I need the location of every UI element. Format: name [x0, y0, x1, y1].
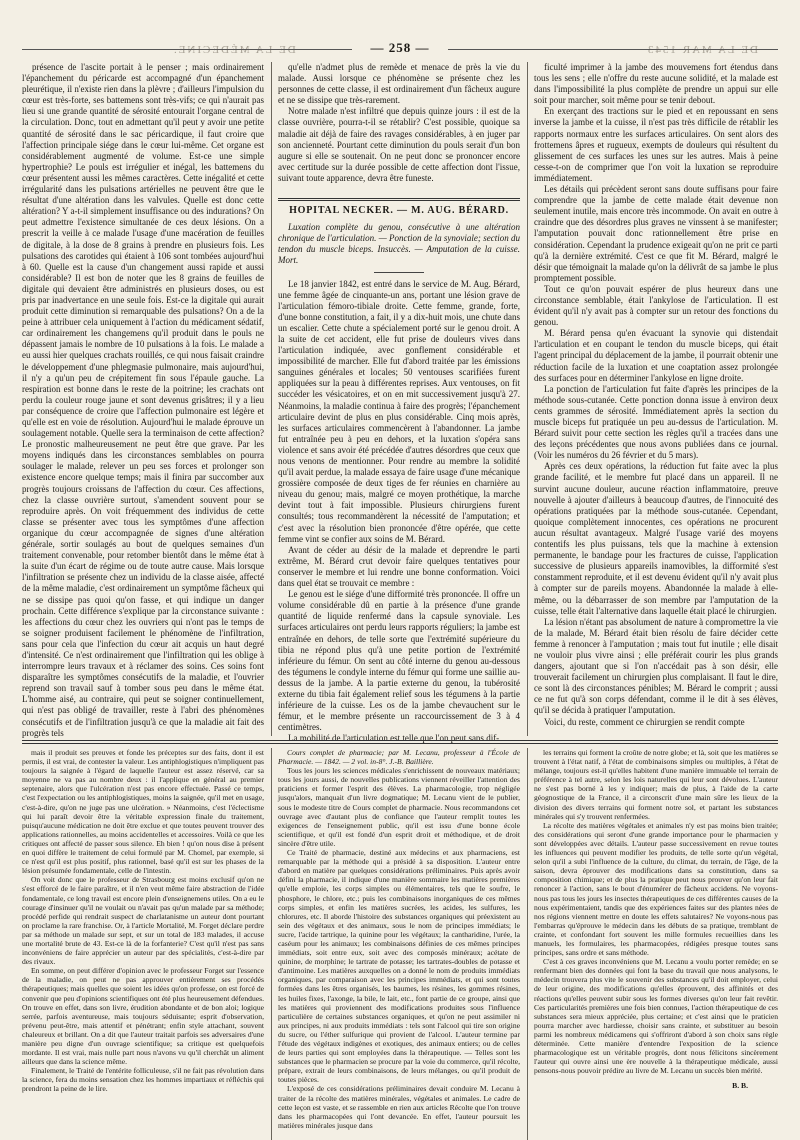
page-number: — 258 — — [370, 40, 430, 55]
paragraph: On voit donc que le professeur de Strasbourg est moins exclusif qu'on ne s'est efforcé de le faire paraître, et il n'en veut même faire abstraction de l'idée fondamentale, ce long travail est encore plein d'enseignemens utiles. On a eu le courage d'insinuer qu'il ne voulait ou n'avait pas qu'un malade par sa méthode; procédé perfide qui rendrait suspect de charlatanisme un auteur dont pourtant on proclame la rare franchise. Or, à l'article Mortalité, M. Forget déclare perdre par sa méthode un malade sur sept, et sur un total de 183 malades, il accuse une mortalité brute de 43. Est-ce là de la forfanterie? C'est qu'il n'est pas sans inconvéniens de faire apprécier un auteur par des spécialités, c'est-à-dire par des rivaux. — [22, 875, 264, 967]
column-divider — [271, 62, 272, 736]
paragraph: La récolte des matières végétales et animales n'y est pas moins bien traitée; des considérations qui seront d'une grande importance pour le pharmacien y sont développées avec détails. L'auteur passe successivement en revue toutes les influences qui peuvent modifier les produits, de telle sorte qu'un végétal, selon qu'il a subi l'influence de la culture, du climat, du terrain, de l'âge, de la saison, devra éprouver des modifications dans sa constitution, dans sa composition chimique; et de plus la pratique peut nous prouver qu'on leur fait renoncer à l'action, sans le bout d'énumérer de fâcheux accidens. Ne voyons-nous pas tous les jours les insectes thérapeutiques de ces différentes causes de la nous expérimentaient, tandis que des expériences faites sur des plantes nées de nos régions viennent mettre en doute les effets salutaires? Ne voyons-nous pas l'embarras qu'éprouve le médecin dans les débuts de sa pratique, tremblant de crainte, et confondant fort souvent les mille formules recueillies dans les manuels, les formulaires, les pharmacopées, rédigées presque toutes sans principes, sans ordre et sans méthode. — [534, 820, 778, 958]
paragraph: qu'elle n'admet plus de remède et menace de près la vie du malade. Aussi lorsque ce phénomène se présente chez les personnes de cette classe, il est ordinairement d'un fâcheux augure et ne se dissipe que très-rarement. — [278, 62, 520, 106]
paragraph: Ce Traité de pharmacie, destiné aux médecins et aux pharmaciens, est remarquable par la méthode qui a présidé à sa disposition. L'auteur entre d'abord en matière par quelques considérations préliminaires. Puis après avoir défini la pharmacie, il indique d'une manière sommaire les matières premières qu'elle emploie, les corps simples ou élémentaires, tels que le soufre, le phosphore, le chlore, etc.; puis les combinaisons inorganiques de ces mêmes corps simples, et enfin les matières sucrées, les acides, les sulfures, les chlorures, etc. Il aborde l'histoire des substances organiques qui préexistent au sein des végétaux et des animaux, sous le nom de principes immédiats; le sucre, l'acide tartrique, la quinine pour les végétaux; la cantharidine, l'urée, la caséum pour les animaux; les combinaisons définies de ces mêmes principes immédiats, soit entre eux, soit avec des composés minéraux; acétate de quinine, de morphine; le tartrate de potasse; les tartrates-doubles de potasse et d'antimoine. Les matières auxquelles on a donné le nom de produits immédiats organiques, par comparaison avec les principes immédiats, et qui sont toutes formées dans les êtres organisés, les baumes, les résines, les gommes résines, les huiles fixes, l'axonge, la bile, le lait, etc., font partie de ce groupe, ainsi que les matières qui proviennent des modifications produites sous l'influence particulière de certaines substances organiques, et qu'on ne peut assimiler ni aux principes, ni aux produits immédiats : tels sont l'alcool qui tire son origine du sucre, ou l'éther sulfurique qui provient de l'alcool. L'auteur termine par l'étude des végétaux indigènes et exotiques, des animaux entiers; ou de celles de leurs parties qui sont employées dans la thérapeutique. — Telles sont les substances que le pharmacien se procure par la voie du commerce, qu'il récolte, prépare, extrait de leurs combinaisons, de leurs mélanges, ou qu'il produit de toutes pièces. — [278, 848, 520, 1085]
paragraph: Tout ce qu'on pouvait espérer de plus heureux dans une circonstance semblable, était l'ankylose de l'articulation. Il est évident qu'il n'y avait pas à compter sur un retour des fonctions du genou. — [534, 283, 778, 328]
paragraph: présence de l'ascite portait à le penser ; mais ordinairement l'épanchement du péricarde est accompagné d'un épanchement pleurétique, il n'existe rien dans la plèvre ; d'ailleurs l'impulsion du cœur est très-forte, ses battemens sont très-vifs; ce qui n'aurait pas lieu si une grande quantité de sérosité entourait l'organe central de la circulation. Donc, tout en admettant qu'il peut y avoir une petite quantité de sérosité dans le sac péricardique, il faut croire que l'affection principale siége dans le cœur lui-même. Cet organe est considérablement augmenté de volume. Est-ce une simple hypertrophie? Le pouls est irrégulier et inégal, les battemens du cœur présentent aussi les mêmes caractères. Cette inégalité et cette irrégularité dans les pulsations artérielles ne peuvent être que le résultat d'une altération dans les valvules. Quelle est donc cette altération? Y a-t-il simplement insuffisance ou des indurations? On peut admettre l'existence simultanée de ces deux lésions. On a prescrit la veille à ce malade l'usage d'une macération de feuilles de digitale, à la dose de 8 grains à prendre en plusieurs fois. Les pulsations des carotides qui étaient à 106 sont tombées aujourd'hui à 60. Quelle est la cause d'un changement aussi rapide et aussi considérable? Il est bon de noter que les 8 grains de feuilles de digitale qui devaient être administrés en plusieurs doses, ou est pris par inadvertance en une seule fois. Est-ce la digitale qui aurait produit cette diminution si remarquable des pulsations? On a de la peine à attribuer cela uniquement à l'action du médicament sédatif, car ordinairement les changemens qu'il produit dans le pouls ne dépassent jamais le nombre de 10 pulsations à la fois. Le malade a eu aussi hier quelques crachats rouillés, ce qui nous faisait craindre le développement d'une phlegmasie pulmonaire, mais aujourd'hui, il n'y a qu'un peu de crépitement fin sous l'épaule gauche. La respiration est bonne dans le reste de la poitrine; les crachats ont perdu la couleur rouge jaune et sont devenus grisâtres; il y a lieu par conséquence de croire que l'affection pulmonaire est légère et qu'elle est en voie de résolution. Aujourd'hui le malade éprouve un soulagement notable. Quelle sera la terminaison de cette affection? Le pronostic malheureusement ne peut être que grave. Par les moyens indiqués dans les circonstances semblables on pourra soulager le malade, relever un peu ses forces et prolonger son existence encore quelque temps; mais il finira par succomber aux progrès toujours croissans de l'affection du cœur. Ces affections, chez la classe ouvrière surtout, s'amendent souvent pour se reproduire après. On voit fréquemment des individus de cette classe se présenter avec tous les symptômes d'une affection organique du cœur accompagnée de signes d'une altération générale, sortir soulagés au bout de quelques semaines d'un traitement convenable, pour retomber bientôt dans le même état à la suite d'un écart de régime ou de toute autre cause. Mais lorsque l'infiltration se présente chez un individu de la classe aisée, affecté de la même maladie, c'est ordinairement un symptôme fâcheux qui ne se dissipe pas quoi qu'on fasse, et qui indique un danger prochain. Cette différence s'explique par la circonstance suivante : les affections du cœur chez les ouvriers qui n'ont pas le temps de se soigner produisent facilement le phénomène de l'infiltration, sans pour cela que l'infection du cœur ait acquis un haut degré d'intensité. Ce n'est ordinairement que l'infiltration qui les oblige à interrompre leurs travaux et à réclamer des soins. Ces soins font disparaître les symptômes consécutifs de la maladie, et l'ouvrier reprend son travail sauf à tomber sous peu dans le même état. L'homme aisé, au contraire, qui peut se soigner continuellement, qui n'est pas obligé de travailler, reste à l'abri des phénomènes consécutifs et de l'infiltration jusqu'à ce que la maladie ait fait des progrès tels — [22, 62, 264, 738]
header-rule-right — [448, 49, 778, 50]
paragraph: Après ces deux opérations, la réduction fut faite avec la plus grande facilité, et le membre fut placé dans un appareil. Il ne survint aucune douleur, aucune réaction inflammatoire, preuve nouvelle à ajouter d'ailleurs à beaucoup d'autres, de l'innocuité des opérations pratiquées par la méthode sous-cutanée. Cependant, quoique complètement innocentes, ces opérations ne procurent aucun résultat avantageux. Malgré l'usage varié des moyens contentifs les plus puissans, tels que la machine à extension permanente, le bandage pour les fractures de cuisse, l'application successive de plusieurs appareils inamovibles, la difformité s'est constamment reproduite, et il est devenu évident qu'il n'y avait plus à compter sur de pareils moyens. Abandonnée la malade à elle-même, ou la débarrasser de son membre par l'amputation de la cuisse, telle était l'alternative dans laquelle était placé le chirurgien. — [534, 461, 778, 616]
feuilleton-rule — [22, 740, 778, 741]
paragraph: Tous les jours les sciences médicales s'enrichissent de nouveaux matériaux; tous les jours aussi, de nouvelles publications viennent réveiller l'attention des praticiens et former l'esprit des élèves. La pharmacologie, trop négligée jusqu'alors, manquait d'un livre dogmatique; M. Lecanu vient de le publier, sous le modeste titre de Cours complet de pharmacie. Nous recommandons cet ouvrage avec d'autant plus de confiance que l'auteur remplit toutes les exigences de l'enseignement public, qu'il est issu d'une bonne école scientifique, et qu'il est fondé d'un esprit droit et méthodique, et de droit sincère d'être utile. — [278, 766, 520, 848]
paragraph: En somme, on peut différer d'opinion avec le professeur Forget sur l'essence de la maladie, on peut ne pas approuver entièrement ses procédés thérapeutiques; mais quelles que soient les idées qu'on professe, on est forcé de convenir que peu d'opinions scientifiques ont été plus heureusement défendues. On trouve en effet, dans son livre, érudition abondante et de bon aloi; logique serrée, parfois aventureuse, mais toujours séduisante; esprit d'observation, prévenu peut-être, mais attentif et pénétrant; enfin style attachant, souvent chaleureux et brillant. On a dit que l'auteur traitait parfois ses adversaires d'une manière peu digne d'un ouvrage scientifique; sa critique est quelquefois mordante. Il est vrai, mais nulle part nous n'avons vu qu'il cherchât un aliment ailleurs que dans la science même. — [22, 966, 264, 1067]
column-3 — [534, 62, 778, 736]
lower-column-1 — [22, 748, 264, 1140]
paragraph: La ponction de l'articulation fut faite d'après les principes de la méthode sous-cutanée. Cette ponction donna issue à environ deux cents grammes de sérosité. Immédiatement après la section du muscle biceps fut pratiquée un peu au-dessus de l'articulation. M. Bérard suivit pour cette section les règles qu'il a tracées dans une des leçons précédentes que nous avons publiées dans ce journal. (Voir les numéros du 26 février et du 5 mars). — [534, 383, 778, 461]
paragraph: C'est à ces graves inconvéniens que M. Lecanu a voulu porter remède; en se renfermant bien des données qui font la base du travail que nous analysons, le médecin trouvera plus vite le souvenir des substances qu'il doit employer, celui de leur origine, des modifications qu'elles éprouvent, des affinités et des réactions qu'elles peuvent subir sous les formes diverses qu'on leur fait revêtir. Ces particularités premières une fois bien connues, l'action thérapeutique de ces substances sera mieux appréciée, plus certaine; et c'est ainsi que le praticien pourra marcher avec hardiesse, choisir sans crainte, et substituer au besoin parmi les nombreux médicamens qui s'offriront d'abord à son choix sans règle déterminée. Cette manière d'entendre l'exposition de la science pharmacologique est un véritable progrès, dont nous félicitons sincèrement l'auteur qui ouvre ainsi une ère nouvelle à la thérapeutique médicale, aussi pensons-nous pouvoir prédire au livre de M. Lecanu un succès bien mérité. — [534, 957, 778, 1076]
column-1 — [22, 62, 264, 736]
bleed-through-text-left: DE LA MÉDECINE. — [172, 44, 296, 56]
paragraph: ficulté imprimer à la jambe des mouvemens fort étendus dans tous les sens ; elle n'offre du reste aucune solidité, et la malade est dans l'impossibilité la plus complète de prendre un appui sur elle soit pour marcher, soit même pour se tenir debout. — [534, 62, 778, 106]
upper-section — [22, 62, 778, 744]
column-divider — [527, 748, 528, 1140]
paragraph: mais il produit ses preuves et fonde les préceptes sur des faits, dont il est permis, il est vrai, de contester la valeur. Les antiphlogistiques n'impliquent pas toujours la saignée à l'égard de laquelle l'auteur est assez réservé, car sa moyenne ne va pas au nombre deux : il l'applique en général au premier septenaire, alors que l'ulcération n'est pas encore effectuée. Passé ce temps, c'est l'expectation ou les antiphlogistiques, moins la saignée, qu'il met en usage, c'est-à-dire, qu'on ne juge pas une ulcération. » Néanmoins, c'est l'éclectisme qui lui paraît devoir être la véritable expression finale du traitement, puisqu'aucune médication ne doit être exclue et que toutes peuvent trouver des applications rationnelles, au moins accidentelles et accessoires. Voilà ce que les critiques ont affecté de passer sous silence. Eh bien ! qu'on nous dise à présent en quoi diffère le traitement de celui formulé par M. Chomel, par exemple, si ce n'est qu'il est plus positif, plus rationnel, basé qu'il est sur les phases de la lésion présumée fondamentale, celle de l'intestin. — [22, 748, 264, 876]
paragraph: Le 18 janvier 1842, est entré dans le service de M. Aug. Bérard, une femme âgée de cinquante-un ans, portant une lésion grave de l'articulation fémoro-tibiale droite. Cette femme, grande, forte, d'une bonne constitution, a fait, il y a dix-huit mois, une chute dans un escalier. Cette chute a spécialement porté sur le genou droit. A la suite de cet accident, elle fut prise de douleurs vives dans l'articulation indiquée, avec gonflement considérable et impossibilité de marcher. Elle fut d'abord traitée par les émissions sanguines générales et locales; 50 ventouses scarifiées furent appliquées sur la peau à différentes reprises. Aux ventouses, on fit succéder les vésicatoires, et on en mit successivement jusqu'à 27. Néanmoins, la maladie continua à faire des progrès; l'épanchement articulaire devint de plus en plus considérable. Cinq mois après, les surfaces articulaires commencèrent à l'abandonner. La jambe fut entraînée peu à peu en dehors, et la luxation s'opéra sans violence et sans avoir été précédée d'autres désordres que ceux que nous venons de mentionner. Pour rendre au membre la solidité qu'il avait perdue, la malade essaya de faire usage d'une mécanique grossière composée de deux tiges de fer réunies en charnière au niveau du genou; mais, malgré ce moyen prothétique, la marche devint tout à fait impossible. Plusieurs chirurgiens furent consultés; tous recommandèrent la nécessité de l'amputation; et c'est avec la résolution bien prononcée d'être opérée, que cette femme vint se confier aux soins de M. Bérard. — [278, 278, 520, 544]
paragraph: M. Bérard pensa qu'en évacuant la synovie qui distendait l'articulation et en coupant le tendon du muscle biceps, qui était l'agent principal du déplacement de la jambe, il pourrait obtenir une réduction facile de la luxation et une coaptation assez prolongée des surfaces pour en déterminer l'ankylose en ligne droite. — [534, 328, 778, 383]
paragraph: Avant de céder au désir de la malade et deprendre le parti extrême, M. Bérard crut devoir faire quelques tentatives pour conserver le membre et lui rendre une bonne conformation. Voici dans quel état se trouvait ce membre : — [278, 544, 520, 589]
section-divider — [278, 198, 520, 201]
paragraph: Le genou est le siége d'une difformité très prononcée. Il offre un volume considérable dû en partie à la présence d'une grande quantité de liquide renfermé dans la capsule synoviale. Les surfaces articulaires ont perdu leurs rapports réguliers; la jambe est entraînée en dehors, de telle sorte que l'extrémité supérieure du tibia ne répond plus qu'à une petite portion de l'extrémité inférieure du fémur. On sent au côté interne du genou au-dessous des tégumens le condyle interne du fémur qui forme une saillie au-dessus de la jambe. A la partie externe du genou, la tubérosité externe du tibia fait également relief sous les tégumens à la partie inférieure de la cuisse. Les os de la jambe chevauchent sur le fémur, et le membre présente un raccourcissement de 3 à 4 centimètres. — [278, 589, 520, 733]
paragraph: La lésion n'étant pas absolument de nature à compromettre la vie de la malade, M. Bérard était bien résolu de faire décider cette femme à renoncer à l'amputation ; mais tout fut inutile ; elle disait ne vouloir plus vivre ainsi ; elle préférait courir les plus grands dangers, ajoutant que si l'on n'accédait pas à son désir, elle trouverait facilement un chirurgien plus complaisant. Il faut le dire, ce sont là des circonstances pénibles; M. Bérard le comprit ; aussi ce ne fut qu'à son corps défendant, comme il le dit à ses élèves, qu'il se décida à pratiquer l'amputation. — [534, 616, 778, 716]
paragraph: En exerçant des tractions sur le pied et en repoussant en sens inverse la jambe et la cuisse, il n'est pas très difficile de rétablir les rapports normaux entre les surfaces articulaires. On sent alors des frottemens âpres et rugueux, exempts de douleurs qui résultent du glissement de ces surfaces les unes sur les autres. Mais à peine cesse-t-on de comprimer que l'on voit la luxation se reproduire immédiatement. — [534, 106, 778, 183]
lower-column-3 — [534, 748, 778, 1140]
section-heading: HOPITAL NECKER. — M. AUG. BÉRARD. — [289, 205, 509, 217]
short-rule — [374, 272, 424, 273]
column-2 — [278, 62, 520, 744]
paragraph: Les détails qui précèdent seront sans doute suffisans pour faire comprendre que la jambe de cette malade était devenue non seulement inutile, mais encore très incommode. On avait en outre à craindre que des désordres plus graves ne vinssent à se manifester; l'amputation pouvait donc rationnellement être prise en considération. Cependant la prudence exigeait qu'on ne prit ce parti qu'à la dernière extrémité. C'est ce que fit M. Bérard, malgré le désir que témoignait la malade qu'on la délivrât de sa jambe le plus promptement possible. — [534, 184, 778, 283]
lower-column-2 — [278, 748, 520, 1140]
bleed-through-text-right: DE LA MAR 1543 — [645, 44, 758, 56]
page-header — [22, 40, 778, 58]
paragraph: Finalement, le Traité de l'entérite folliculeuse, s'il ne fait pas révolution dans la science, fera du moins sensation chez les hommes impartiaux et réfléchis qui prendront la peine de le lire. — [22, 1066, 264, 1094]
paragraph: Voici, du reste, comment ce chirurgien se rendit compte — [544, 716, 745, 727]
paragraph: L'exposé de ces considérations préliminaires devait conduire M. Lecanu à traiter de la récolte des matières minérales, végétales et animales. Le cadre de cette leçon est vaste, et se rassemble en rien aux articles Récolte que l'on trouve dans les pharmacopées qui l'ont devancée. En effet, l'auteur poursuit les matières minérales jusque dans — [278, 1084, 520, 1130]
paragraph: Notre malade n'est infiltré que depuis quinze jours : il est de la classe ouvrière, pourra-t-il se rétablir? C'est possible, quoique sa maladie ait déjà de faire des ravages considérables, à en juger par son ancienneté. Pourtant cette diminution du pouls serait d'un bon augure si elle se soutenait. On ne peut donc se prononcer encore avec certitude sur la durée possible de cette affection dont l'issue, suivant toute apparence, devra être funeste. — [278, 106, 520, 183]
feuilleton-rule — [22, 743, 778, 744]
review-heading: Cours complet de pharmacie; par M. Lecanu, professeur à l'École de Pharmacie. — 1842. — 2 vol. in-8°. J.-B. Baillière. — [278, 748, 520, 767]
newspaper-page — [22, 0, 778, 1140]
lower-section — [22, 748, 778, 1140]
paragraph: La mobilité de l'articulation est telle que l'on peut sans dif- — [288, 733, 500, 744]
author-signature: B. B. — [732, 1081, 748, 1091]
case-title: Luxation complète du genou, consécutive à une altération chronique de l'articulation. — Ponction de la synoviale; section du tendon du muscle biceps. Insuccès. — Amputation de la cuisse. Mort. — [278, 222, 520, 266]
column-divider — [271, 748, 272, 1140]
paragraph: les terrains qui forment la croûte de notre globe; et là, soit que les matières se trouvent à l'état natif, à l'état de combinaisons simples ou multiples, à l'état de mélange, toujours est-il qu'elles habitent d'une manière immuable tel terrain de préférence à tel autre, selon les lois naturelles qui leur sont dévolues. L'auteur ne s'est pas borné à les y indiquer; mais de plus, à l'aide de la carte géognostique de la France, il a circonscrit d'une main sûre les lieux de la division des divers terrains qui forment notre sol, et partant les substances minérales qui s'y trouvent renfermées. — [534, 748, 778, 821]
column-divider — [527, 62, 528, 736]
